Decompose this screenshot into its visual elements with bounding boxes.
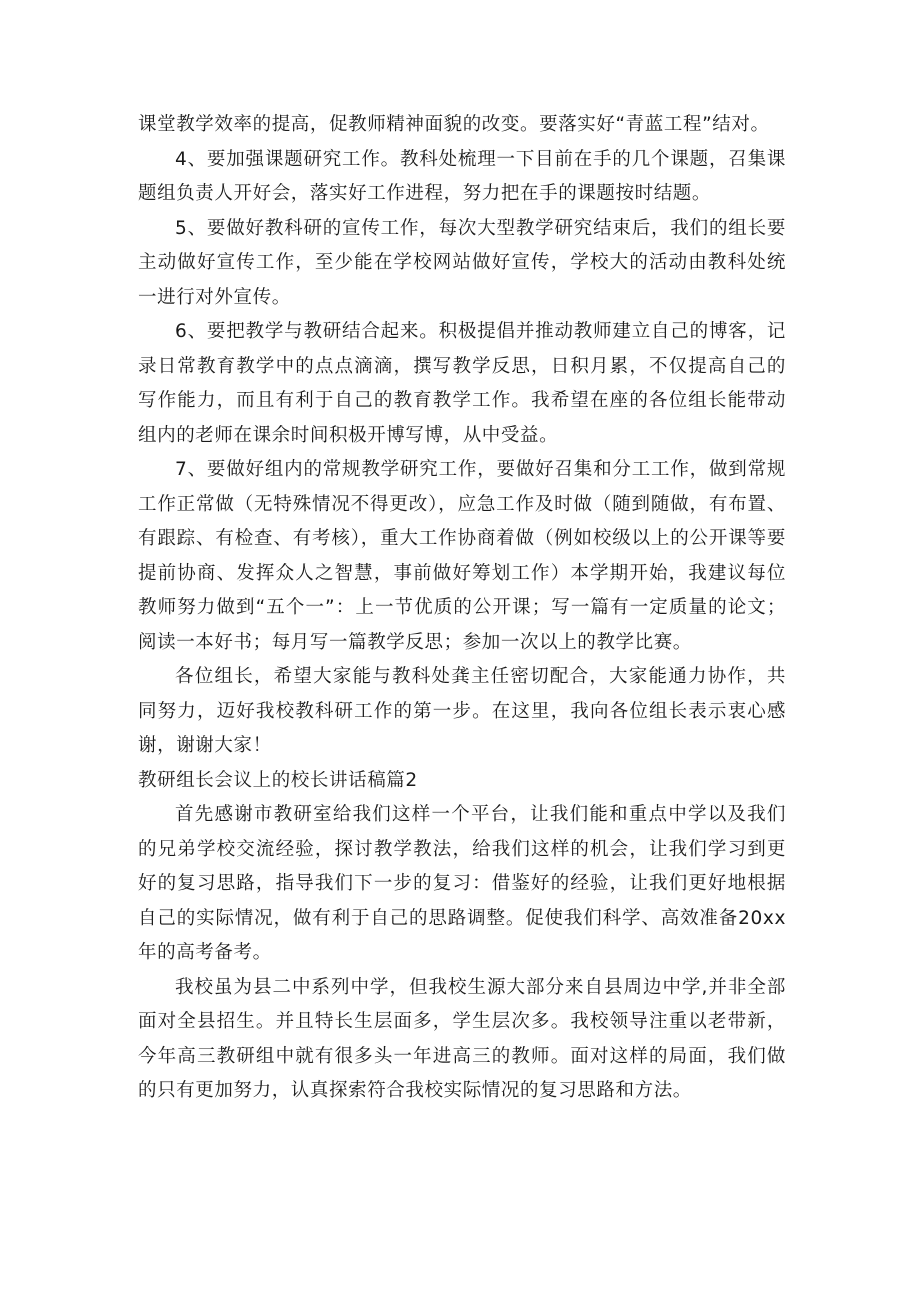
section-heading: 教研组长会议上的校长讲话稿篇2 (138, 769, 418, 791)
paragraph-continuation: 课堂教学效率的提高，促教师精神面貌的改变。要落实好“青蓝工程”结对。 (138, 114, 770, 135)
paragraph-school-situation: 我校虽为县二中系列中学，但我校生源大部分来自县周边中学,并非全部面对全县招生。并且特长生层面多，学生层次多。我校领导注重以老带新，今年高三教研组中就有很多头一年进高三的教师。面对这样的局面，我们做的只有更加努力，认真探索符合我校实际情况的复习思路和方法。 (138, 976, 786, 1101)
paragraph-item-4: 4、要加强课题研究工作。教科处梳理一下目前在手的几个课题，召集课题组负责人开好会，落实好工作进程，努力把在手的课题按时结题。 (138, 148, 786, 204)
paragraph-item-7: 7、要做好组内的常规教学研究工作，要做好召集和分工工作，做到常规工作正常做（无特殊情况不得更改），应急工作及时做（随到随做，有布置、有跟踪、有检查、有考核），重大工作协商着做（例如校级以上的公开课等要提前协商、发挥众人之智慧，事前做好筹划工作）本学期开始，我建议每位教师努力做到“五个一”：上一节优质的公开课；写一篇有一定质量的论文；阅读一本好书；每月写一篇教学反思；参加一次以上的教学比赛。 (138, 459, 786, 653)
paragraph-closing: 各位组长，希望大家能与教科处龚主任密切配合，大家能通力协作，共同努力，迈好我校教科研工作的第一步。在这里，我向各位组长表示衷心感谢，谢谢大家！ (138, 666, 786, 756)
paragraph-item-6: 6、要把教学与教研结合起来。积极提倡并推动教师建立自己的博客，记录日常教育教学中的点点滴滴，撰写教学反思，日积月累，不仅提高自己的写作能力，而且有利于自己的教育教学工作。我希望在座的各位组长能带动组内的老师在课余时间积极开博写博，从中受益。 (138, 321, 786, 446)
paragraph-intro: 首先感谢市教研室给我们这样一个平台，让我们能和重点中学以及我们的兄弟学校交流经验，探讨教学教法，给我们这样的机会，让我们学习到更好的复习思路，指导我们下一步的复习：借鉴好的经验，让我们更好地根据自己的实际情况，做有利于自己的思路调整。促使我们科学、高效准备20xx年的高考备考。 (138, 804, 786, 963)
paragraph-item-5: 5、要做好教科研的宣传工作，每次大型教学研究结束后，我们的组长要主动做好宣传工作，至少能在学校网站做好宣传，学校大的活动由教科处统一进行对外宣传。 (138, 217, 786, 308)
document-body (138, 108, 786, 1109)
